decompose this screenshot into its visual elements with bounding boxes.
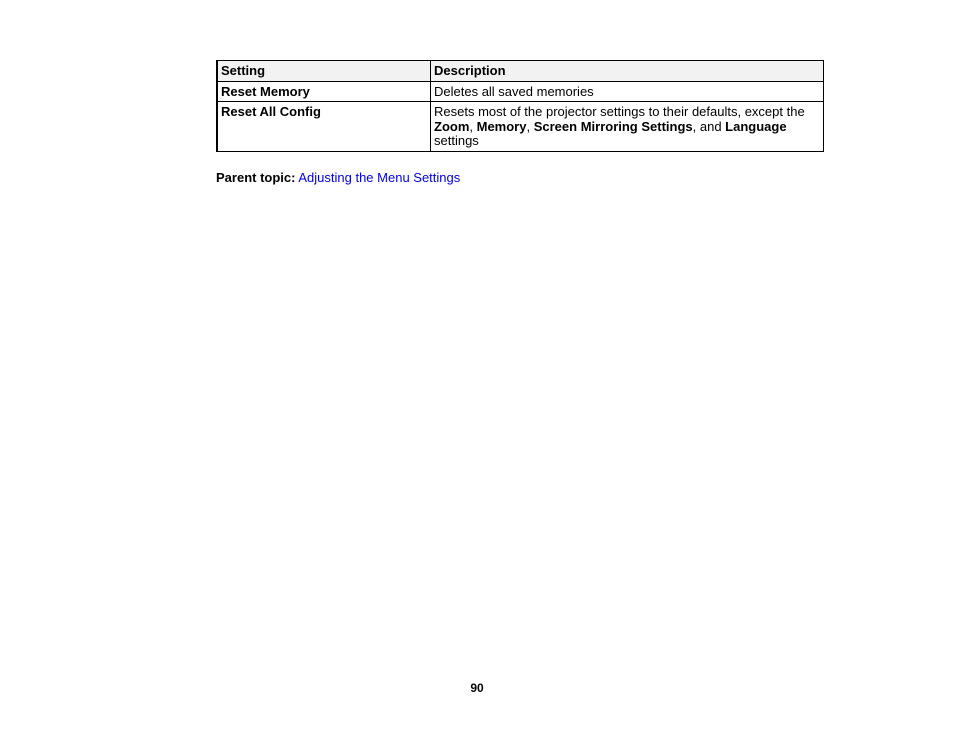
parent-topic — [216, 170, 460, 185]
setting-cell: Reset Memory — [217, 81, 431, 102]
description-text: Resets most of the projector settings to their defaults, except the — [434, 104, 805, 120]
description-text: , — [526, 118, 534, 134]
setting-name-zoom: Zoom — [434, 118, 470, 134]
parent-topic-label: Parent topic: — [216, 170, 296, 185]
description-cell: Deletes all saved memories — [431, 81, 824, 102]
page-number: 90 — [470, 681, 484, 695]
table-row — [217, 102, 824, 152]
description-text: , and — [692, 118, 726, 134]
setting-name-language: Language — [725, 118, 787, 134]
column-header-setting: Setting — [217, 61, 431, 82]
parent-topic-link[interactable]: Adjusting the Menu Settings — [298, 170, 461, 185]
setting-name-screen-mirroring: Screen Mirroring Settings — [533, 118, 693, 134]
column-header-description: Description — [431, 61, 824, 82]
setting-name-memory: Memory — [476, 118, 527, 134]
setting-cell: Reset All Config — [217, 102, 431, 152]
description-cell — [431, 102, 824, 152]
table-row — [217, 81, 824, 102]
description-text: settings — [434, 133, 479, 149]
table-header-row — [217, 61, 824, 82]
description-text: , — [469, 118, 477, 134]
settings-table — [216, 60, 824, 152]
